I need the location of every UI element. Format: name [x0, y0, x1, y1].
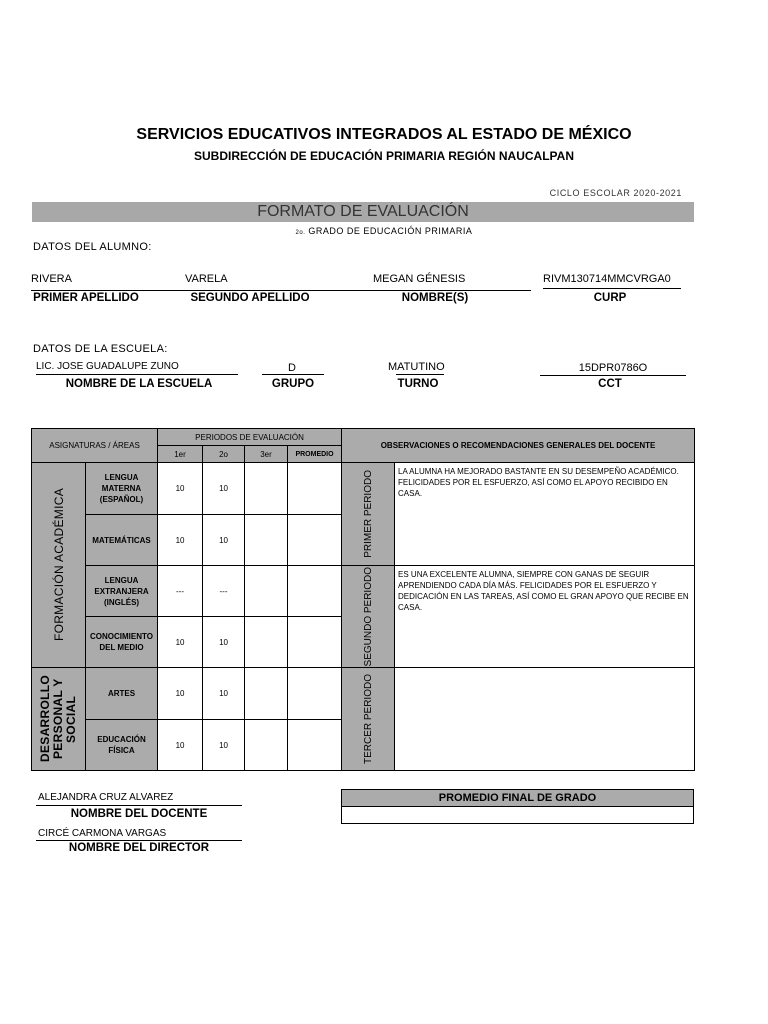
grade-cell: 10 — [203, 463, 245, 515]
period-2-header: 2o — [203, 446, 245, 463]
periodo-1-label: PRIMER PERIODO — [362, 470, 374, 558]
nombres-value: MEGAN GÉNESIS — [373, 273, 466, 285]
period-1-header: 1er — [158, 446, 203, 463]
promedio-final-box — [341, 789, 694, 824]
periodos-header: PERIODOS DE EVALUACIÓN — [158, 429, 342, 446]
turno-value: MATUTINO — [388, 361, 445, 373]
promedio-header: PROMEDIO — [288, 446, 342, 463]
promedio-cell — [288, 720, 342, 771]
ciclo-escolar: CICLO ESCOLAR 2020-2021 — [549, 188, 682, 198]
datos-alumno-label: DATOS DEL ALUMNO: — [33, 241, 152, 253]
subject-educacion-fisica: EDUCACIÓN FÍSICA — [86, 720, 158, 771]
datos-escuela-label: DATOS DE LA ESCUELA: — [33, 343, 168, 355]
grupo-label: GRUPO — [271, 378, 315, 390]
docente-name: ALEJANDRA CRUZ ALVAREZ — [38, 792, 174, 803]
alumno-underline — [31, 290, 531, 291]
director-name: CIRCÉ CARMONA VARGAS — [38, 828, 167, 839]
periodo-3-label-cell — [342, 668, 395, 771]
turno-underline — [396, 374, 444, 375]
grade-cell — [245, 566, 288, 617]
observacion-periodo-2: ES UNA EXCELENTE ALUMNA, SIEMPRE CON GANAS DE SEGUIR APRENDIENDO CADA DÍA MÁS. FELICIDADES POR EL ESFUERZO Y DEDICACIÓN EN LAS TAREAS, ASÍ COMO EL GRAN APOYO QUE RECIBE EN CASA. — [395, 566, 695, 668]
grade-cell: 10 — [158, 515, 203, 566]
periodo-1-label-cell — [342, 463, 395, 566]
grado-line — [0, 226, 768, 236]
promedio-final-value — [341, 807, 694, 824]
periodo-2-label: SEGUNDO PERIODO — [362, 566, 374, 667]
promedio-cell — [288, 515, 342, 566]
primer-apellido-value: RIVERA — [31, 273, 72, 285]
observacion-periodo-1: LA ALUMNA HA MEJORADO BASTANTE EN SU DESEMPEÑO ACADÉMICO. FELICIDADES POR EL ESFUERZO, ASÍ COMO EL APOYO RECIBIDO EN CASA. — [395, 463, 695, 566]
grade-cell: --- — [203, 566, 245, 617]
cct-label: CCT — [598, 378, 622, 390]
document-subtitle: SUBDIRECCIÓN DE EDUCACIÓN PRIMARIA REGIÓN NAUCALPAN — [193, 149, 574, 163]
director-underline — [36, 840, 242, 841]
grado-prefix: 2o. — [295, 230, 306, 236]
grade-cell — [245, 617, 288, 668]
curp-label: CURP — [593, 292, 627, 304]
promedio-cell — [288, 617, 342, 668]
area-desarrollo-personal — [32, 668, 86, 771]
subject-conocimiento-medio: CONOCIMIENTO DEL MEDIO — [86, 617, 158, 668]
subject-lengua-materna: LENGUA MATERNA (ESPAÑOL) — [86, 463, 158, 515]
escuela-nombre-label: NOMBRE DE LA ESCUELA — [65, 378, 213, 390]
grade-cell: 10 — [203, 720, 245, 771]
area-formacion-academica — [32, 463, 86, 668]
grade-cell: 10 — [203, 617, 245, 668]
grade-cell: 10 — [158, 668, 203, 720]
segundo-apellido-label: SEGUNDO APELLIDO — [190, 292, 310, 304]
periodo-2-label-cell — [342, 566, 395, 668]
grade-cell — [245, 463, 288, 515]
observacion-periodo-3 — [395, 668, 695, 771]
subject-lengua-extranjera: LENGUA EXTRANJERA (INGLÉS) — [86, 566, 158, 617]
area-formacion-label: FORMACIÓN ACADÉMICA — [51, 488, 66, 642]
cct-value: 15DPR0786O — [578, 362, 648, 374]
promedio-cell — [288, 566, 342, 617]
grade-cell — [245, 515, 288, 566]
docente-label: NOMBRE DEL DOCENTE — [70, 808, 208, 820]
escuela-nombre-value: LIC. JOSE GUADALUPE ZUNO — [36, 361, 179, 372]
segundo-apellido-value: VARELA — [185, 273, 228, 285]
promedio-final-label: PROMEDIO FINAL DE GRADO — [341, 789, 694, 807]
promedio-cell — [288, 463, 342, 515]
promedio-cell — [288, 668, 342, 720]
grupo-value: D — [288, 362, 296, 374]
subject-artes: ARTES — [86, 668, 158, 720]
primer-apellido-label: PRIMER APELLIDO — [33, 292, 139, 304]
director-label: NOMBRE DEL DIRECTOR — [68, 842, 210, 854]
turno-label: TURNO — [397, 378, 439, 390]
grupo-underline — [262, 374, 324, 375]
curp-value: RIVM130714MMCVRGA0 — [543, 273, 671, 285]
document-title: SERVICIOS EDUCATIVOS INTEGRADOS AL ESTADO DE MÉXICO — [136, 126, 632, 143]
format-title-bar — [32, 202, 694, 222]
grade-cell — [245, 668, 288, 720]
docente-underline — [36, 805, 242, 806]
asignaturas-header: ASIGNATURAS / ÁREAS — [32, 429, 158, 463]
subject-matematicas: MATEMÁTICAS — [86, 515, 158, 566]
grade-cell: 10 — [158, 463, 203, 515]
period-3-header: 3er — [245, 446, 288, 463]
grade-cell: --- — [158, 566, 203, 617]
area-desarrollo-label: DESARROLLO PERSONAL Y SOCIAL — [38, 675, 78, 763]
nombres-label: NOMBRE(S) — [401, 292, 469, 304]
curp-underline — [543, 288, 681, 289]
grade-cell: 10 — [203, 668, 245, 720]
grade-cell: 10 — [158, 617, 203, 668]
cct-underline — [540, 375, 686, 376]
observaciones-header: OBSERVACIONES O RECOMENDACIONES GENERALES DEL DOCENTE — [342, 429, 695, 463]
grade-cell: 10 — [203, 515, 245, 566]
grade-cell — [245, 720, 288, 771]
evaluation-table — [31, 428, 695, 771]
format-title: FORMATO DE EVALUACIÓN — [257, 203, 469, 220]
grado-text: GRADO DE EDUCACIÓN PRIMARIA — [308, 226, 473, 236]
periodo-3-label: TERCER PERIODO — [362, 673, 374, 764]
grade-cell: 10 — [158, 720, 203, 771]
escuela-nombre-underline — [36, 374, 238, 375]
